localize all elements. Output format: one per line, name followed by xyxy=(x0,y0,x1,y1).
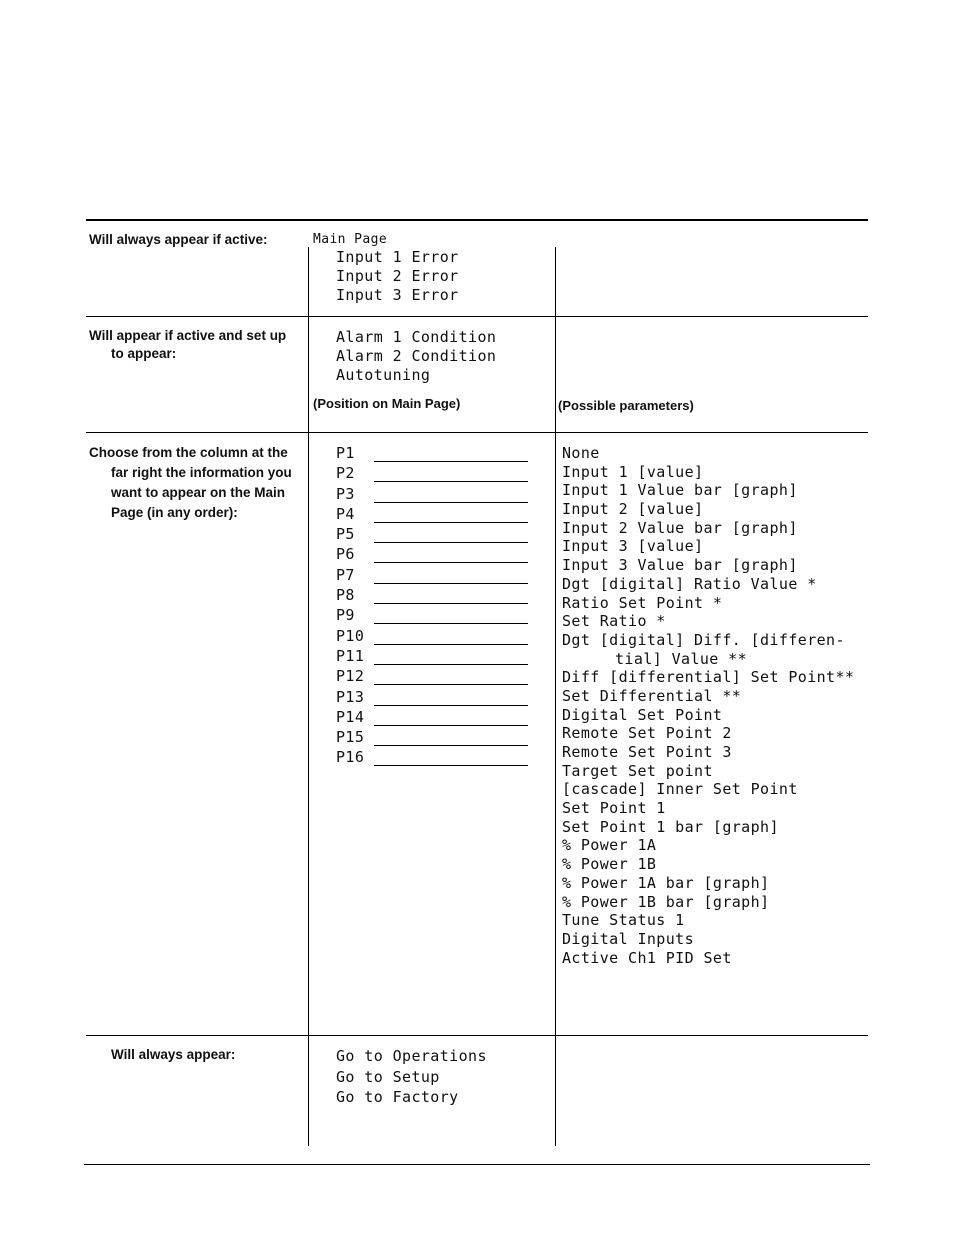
position-label: P12 xyxy=(336,667,365,686)
parameter-item: Input 1 Value bar [graph] xyxy=(562,481,798,500)
parameter-item: % Power 1A xyxy=(562,836,657,855)
parameter-item: Digital Set Point xyxy=(562,705,723,724)
position-label: P4 xyxy=(336,504,355,523)
parameter-item: Active Ch1 PID Set xyxy=(562,948,732,967)
position-row-p1 xyxy=(336,444,536,464)
position-blank[interactable] xyxy=(374,725,528,726)
parameter-item: Set Ratio * xyxy=(562,612,666,631)
position-blank[interactable] xyxy=(374,461,528,462)
parameter-item: None xyxy=(562,444,600,462)
bottom-rule xyxy=(84,1164,870,1165)
section-label-always: Will always appear: xyxy=(111,1047,236,1062)
position-blank[interactable] xyxy=(374,502,528,503)
parameter-item: Set Point 1 xyxy=(562,799,666,818)
parameter-item: Set Point 1 bar [graph] xyxy=(562,817,779,836)
position-caption: (Position on Main Page) xyxy=(313,396,461,411)
position-blank[interactable] xyxy=(374,542,528,543)
position-row-p16 xyxy=(336,748,536,768)
condition-list xyxy=(336,328,496,385)
parameter-item: % Power 1B bar [graph] xyxy=(562,892,770,911)
parameter-item: Input 1 [value] xyxy=(562,462,704,481)
position-row-p7 xyxy=(336,566,536,586)
section-label-always-active: Will always appear if active: xyxy=(89,232,268,247)
navigation-list xyxy=(336,1046,487,1108)
parameter-item: Input 2 [value] xyxy=(562,500,704,519)
position-label: P10 xyxy=(336,626,365,645)
position-blank[interactable] xyxy=(374,562,528,563)
position-row-p6 xyxy=(336,545,536,565)
column-divider-right xyxy=(555,247,556,1146)
position-label: P8 xyxy=(336,586,355,605)
parameter-item: Tune Status 1 xyxy=(562,911,685,930)
position-blank[interactable] xyxy=(374,684,528,685)
position-blank[interactable] xyxy=(374,745,528,746)
parameter-item: Dgt [digital] Diff. [differen- xyxy=(562,630,845,649)
parameter-item: % Power 1B xyxy=(562,855,657,874)
parameter-item-continued: tial] Value ** xyxy=(615,649,748,668)
parameter-item: Diff [differential] Set Point** xyxy=(562,668,855,687)
main-page-header: Main Page xyxy=(313,232,388,247)
section-label-set-up: Will appear if active and set up to appear: xyxy=(89,328,287,361)
position-blank[interactable] xyxy=(374,603,528,604)
list-item: Autotuning xyxy=(336,366,431,384)
list-item: Go to Factory xyxy=(336,1088,459,1106)
position-blank[interactable] xyxy=(374,644,528,645)
parameter-item: Remote Set Point 2 xyxy=(562,724,732,743)
position-row-p9 xyxy=(336,606,536,626)
parameter-item: Target Set point xyxy=(562,761,713,780)
position-row-p5 xyxy=(336,525,536,545)
list-item: Go to Setup xyxy=(336,1067,440,1086)
position-label: P13 xyxy=(336,687,365,706)
parameter-item: Input 3 [value] xyxy=(562,537,704,556)
position-blank[interactable] xyxy=(374,522,528,523)
parameter-list xyxy=(562,444,854,967)
position-row-p12 xyxy=(336,667,536,687)
position-row-p3 xyxy=(336,485,536,505)
position-blank[interactable] xyxy=(374,705,528,706)
parameter-item: % Power 1A bar [graph] xyxy=(562,873,770,892)
position-row-p10 xyxy=(336,627,536,647)
list-item: Input 2 Error xyxy=(336,267,459,285)
position-list xyxy=(336,444,536,769)
position-row-p11 xyxy=(336,647,536,667)
parameter-item: Digital Inputs xyxy=(562,929,695,948)
position-blank[interactable] xyxy=(374,623,528,624)
position-label: P1 xyxy=(336,444,355,462)
position-label: P6 xyxy=(336,545,355,564)
list-item: Input 3 Error xyxy=(336,286,459,304)
position-label: P7 xyxy=(336,565,355,584)
position-blank[interactable] xyxy=(374,765,528,766)
position-row-p15 xyxy=(336,728,536,748)
position-blank[interactable] xyxy=(374,583,528,584)
parameter-item: Input 3 Value bar [graph] xyxy=(562,556,798,575)
position-label: P14 xyxy=(336,707,365,726)
position-row-p4 xyxy=(336,505,536,525)
parameter-item: Input 2 Value bar [graph] xyxy=(562,518,798,537)
position-label: P15 xyxy=(336,728,365,747)
parameter-item: Set Differential ** xyxy=(562,686,742,705)
top-rule xyxy=(86,219,868,221)
position-label: P5 xyxy=(336,525,355,544)
position-blank[interactable] xyxy=(374,481,528,482)
position-label: P16 xyxy=(336,748,365,767)
list-item: Alarm 1 Condition xyxy=(336,328,497,346)
column-divider-left xyxy=(308,247,309,1146)
list-item: Alarm 2 Condition xyxy=(336,347,497,365)
position-row-p13 xyxy=(336,688,536,708)
error-list xyxy=(336,248,459,305)
position-label: P11 xyxy=(336,646,365,665)
position-row-p2 xyxy=(336,464,536,484)
position-label: P9 xyxy=(336,606,355,625)
list-item: Input 1 Error xyxy=(336,248,459,266)
section-divider-3 xyxy=(86,1035,868,1036)
parameter-item: [cascade] Inner Set Point xyxy=(562,780,798,799)
section-divider-2 xyxy=(86,432,868,433)
position-row-p8 xyxy=(336,586,536,606)
position-label: P2 xyxy=(336,464,355,483)
parameter-item: Remote Set Point 3 xyxy=(562,743,732,761)
section-label-choose: Choose from the column at the far right the information you want to appear on the Main Page (in any order): xyxy=(89,445,292,520)
section-divider-1 xyxy=(86,316,868,317)
position-row-p14 xyxy=(336,708,536,728)
parameter-item: Ratio Set Point * xyxy=(562,593,723,612)
parameter-item: Dgt [digital] Ratio Value * xyxy=(562,574,817,593)
position-label: P3 xyxy=(336,484,355,503)
params-caption: (Possible parameters) xyxy=(558,398,694,413)
list-item: Go to Operations xyxy=(336,1047,487,1065)
position-blank[interactable] xyxy=(374,664,528,665)
